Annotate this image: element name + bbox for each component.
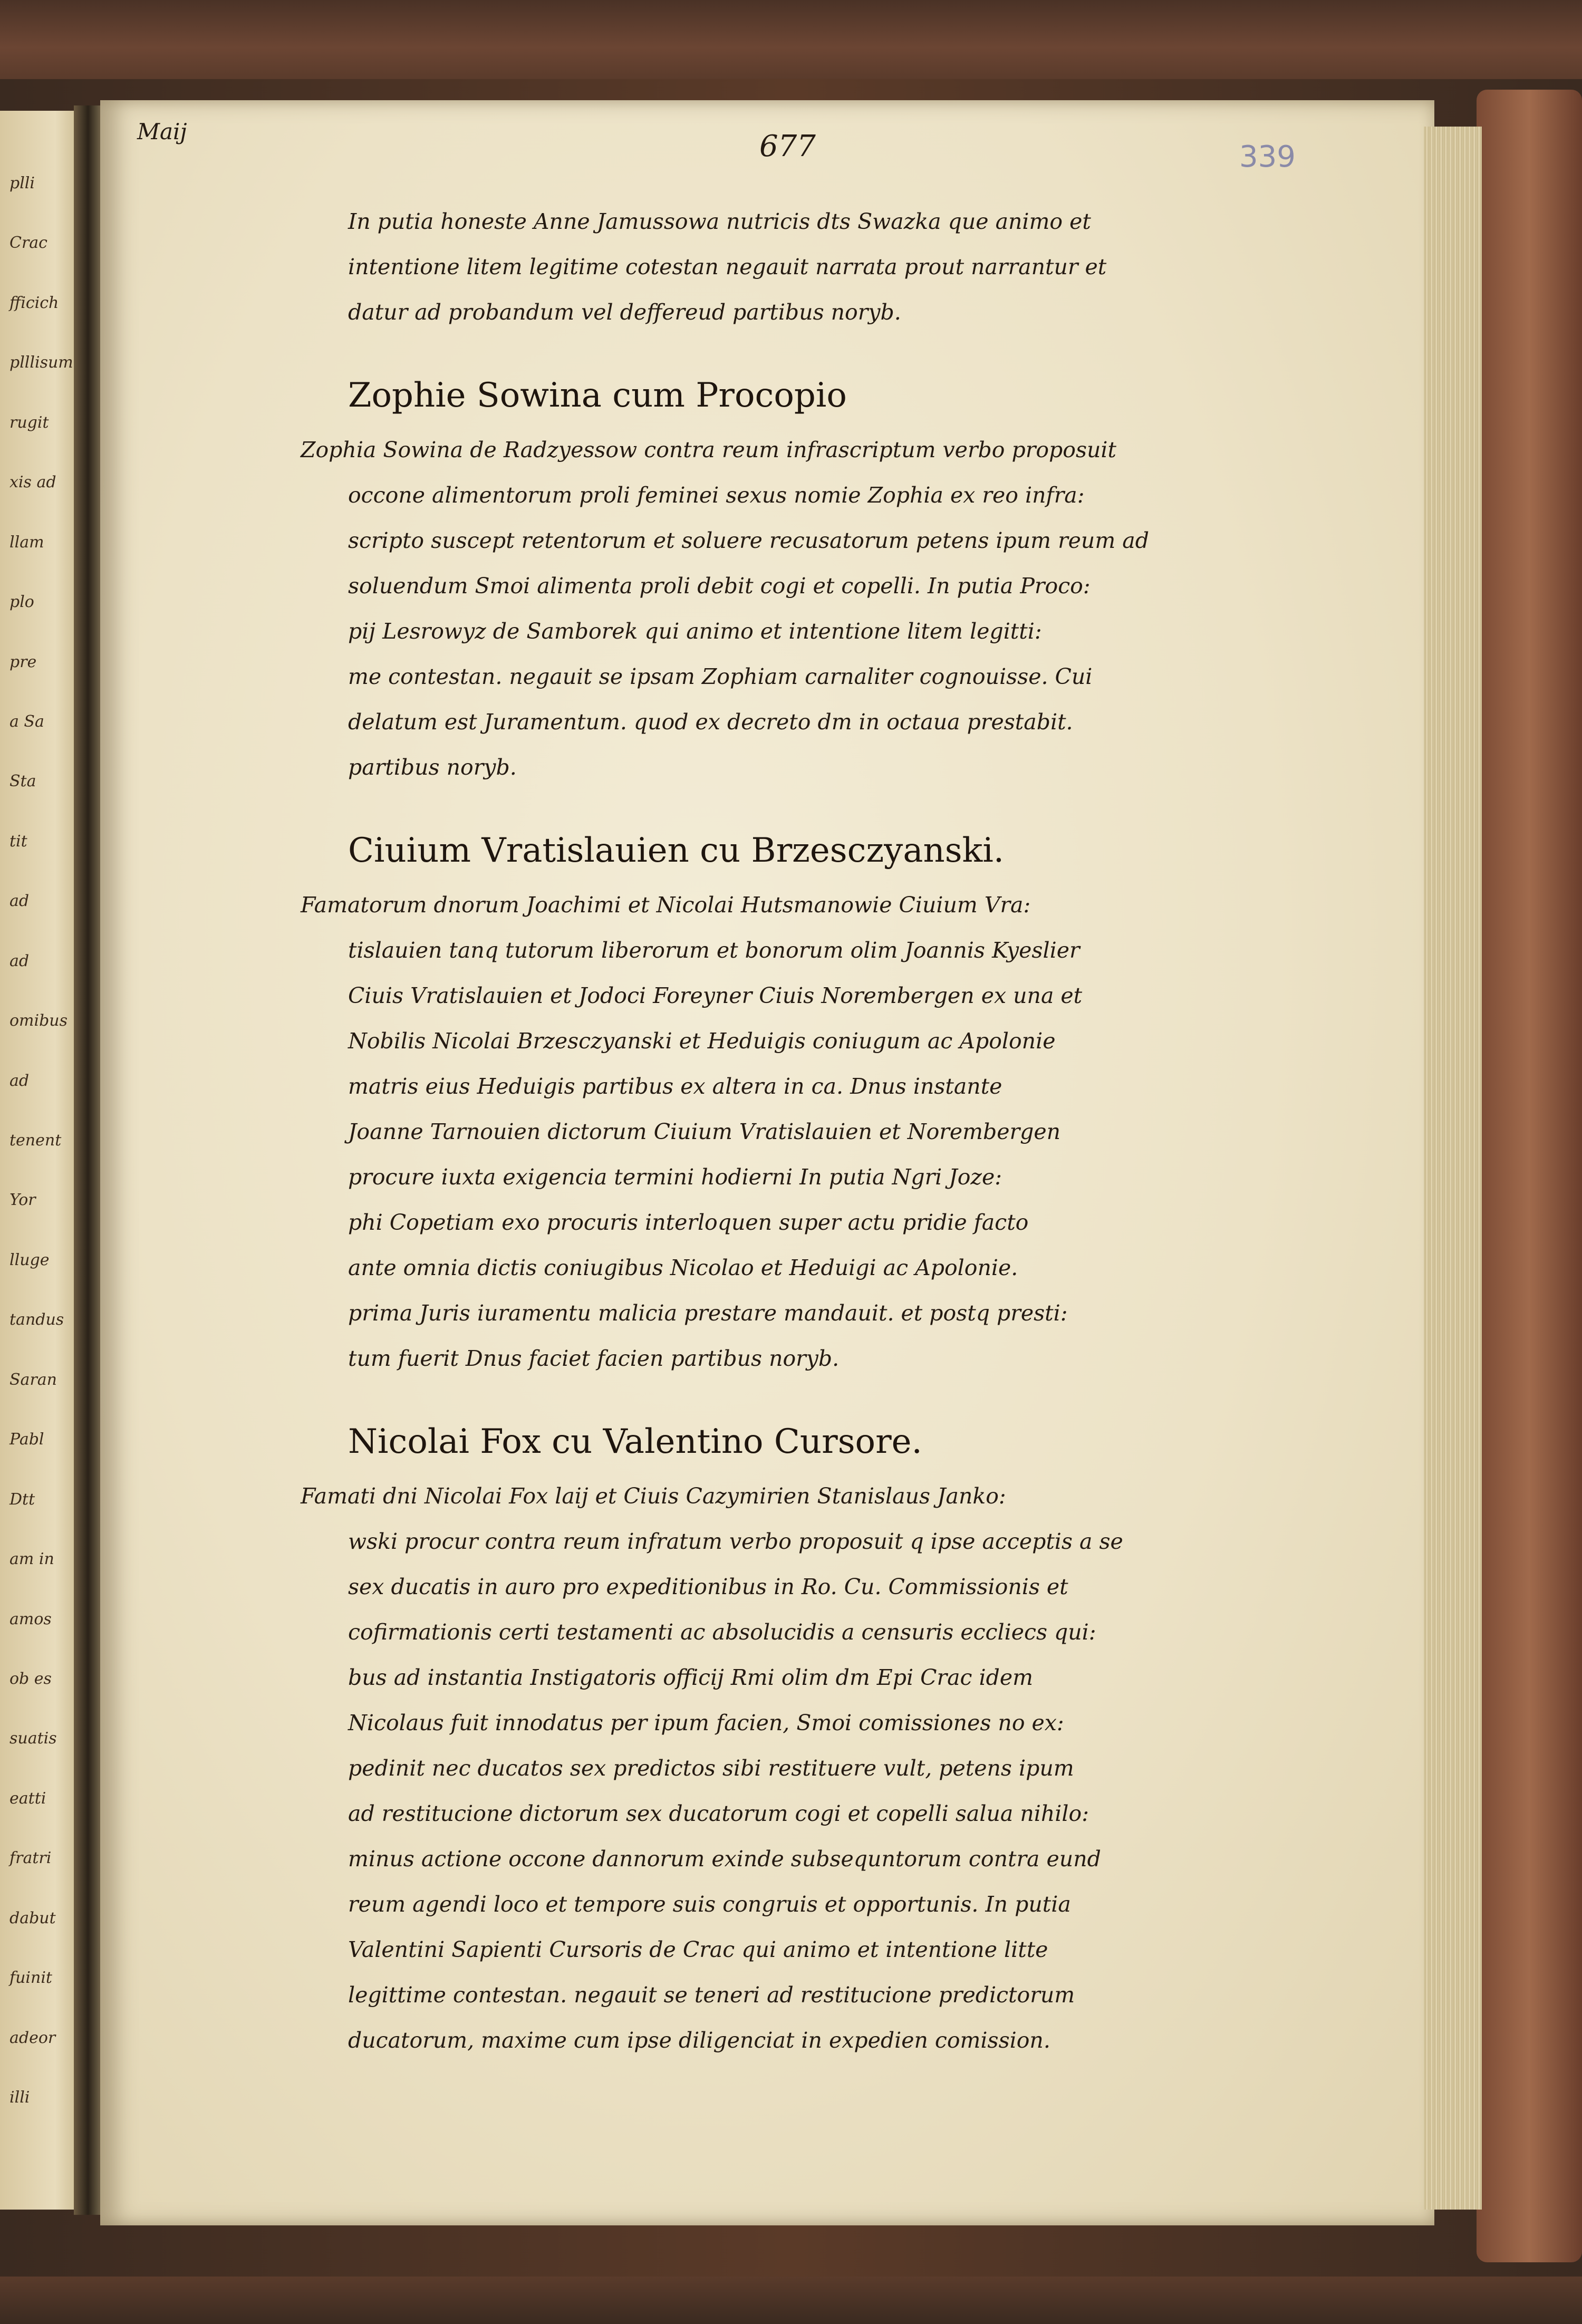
manuscript-line: scripto suscept retentorum et soluere recusatorum petens ipum reum ad (348, 528, 1149, 553)
left-page-fragment: tandus (9, 1310, 64, 1329)
text-block (100, 100, 1434, 2225)
manuscript-line: sex ducatis in auro pro expeditionibus in Ro. Cu. Commissionis et (348, 1574, 1068, 1599)
left-page-fragment: fficich (9, 293, 59, 312)
folio-number: 677 (759, 129, 816, 163)
left-page-fragment: fuinit (9, 1969, 52, 1988)
entry-heading: Ciuium Vratislauien cu Brzesczyanski. (348, 831, 1005, 870)
manuscript-line: wski procur contra reum infratum verbo proposuit q ipse acceptis a se (348, 1529, 1123, 1554)
entry-heading: Zophie Sowina cum Procopio (348, 376, 847, 415)
manuscript-line: reum agendi loco et tempore suis congruis et opportunis. In putia (348, 1892, 1071, 1917)
manuscript-line: cofirmationis certi testamenti ac absolucidis a censuris eccliecs qui: (348, 1619, 1096, 1645)
left-page-fragment: ad (9, 951, 30, 970)
left-page-fragment: pre (9, 652, 37, 671)
manuscript-line: Joanne Tarnouien dictorum Ciuium Vratislauien et Norembergen (348, 1119, 1061, 1144)
left-page-fragment: plli (9, 174, 35, 192)
manuscript-page (100, 100, 1434, 2225)
manuscript-line: bus ad instantia Instigatoris officij Rmi olim dm Epi Crac idem (348, 1665, 1034, 1690)
left-page-fragment: am in (9, 1550, 54, 1569)
manuscript-line: me contestan. negauit se ipsam Zophiam carnaliter cognouisse. Cui (348, 664, 1093, 689)
manuscript-line: Nicolaus fuit innodatus per ipum facien, Smoi comissiones no ex: (348, 1710, 1064, 1735)
left-page-fragment: ob es (9, 1669, 52, 1688)
manuscript-line: matris eius Heduigis partibus ex altera in ca. Dnus instante (348, 1074, 1002, 1099)
manuscript-line: procure iuxta exigencia termini hodierni In putia Ngri Joze: (348, 1164, 1002, 1190)
manuscript-line: tum fuerit Dnus faciet facien partibus noryb. (348, 1346, 840, 1371)
manuscript-line: Nobilis Nicolai Brzesczyanski et Heduigis coniugum ac Apolonie (348, 1028, 1056, 1054)
manuscript-line: Ciuis Vratislauien et Jodoci Foreyner Ciuis Norembergen ex una et (348, 983, 1083, 1008)
manuscript-line: ad restitucione dictorum sex ducatorum cogi et copelli salua nihilo: (348, 1801, 1089, 1826)
left-page-fragment: Saran (9, 1370, 57, 1389)
left-page-fragment: plo (9, 593, 34, 612)
left-page-fragment: Crac (9, 234, 47, 253)
left-page-fragment: tit (9, 832, 27, 851)
previous-page-edge (0, 111, 79, 2210)
manuscript-line: ducatorum, maxime cum ipse diligenciat in expedien comission. (348, 2028, 1050, 2053)
manuscript-line: soluendum Smoi alimenta proli debit cogi et copelli. In putia Proco: (348, 573, 1091, 599)
folio-month: Maij (137, 119, 187, 144)
entry-heading: Nicolai Fox cu Valentino Cursore. (348, 1422, 922, 1461)
left-page-fragment: suatis (9, 1729, 57, 1748)
left-page-fragment: eatti (9, 1789, 46, 1808)
left-page-fragment: Pabl (9, 1430, 44, 1449)
binding-top (0, 0, 1582, 79)
manuscript-line: occone alimentorum proli feminei sexus nomie Zophia ex reo infra: (348, 483, 1085, 508)
manuscript-line: partibus noryb. (348, 755, 517, 780)
left-page-fragment: xis ad (9, 473, 56, 492)
manuscript-line: prima Juris iuramentu malicia prestare mandauit. et postq presti: (348, 1300, 1068, 1326)
manuscript-line: Famatorum dnorum Joachimi et Nicolai Hutsmanowie Ciuium Vra: (301, 892, 1031, 918)
left-page-fragment: tenent (9, 1131, 62, 1150)
left-page-fragment: adeor (9, 2028, 56, 2047)
manuscript-line: Famati dni Nicolai Fox laij et Ciuis Cazymirien Stanislaus Janko: (301, 1483, 1006, 1509)
page-edges (1424, 127, 1482, 2210)
manuscript-line: In putia honeste Anne Jamussowa nutricis dts Swazka que animo et (348, 209, 1091, 234)
pencil-page-number: 339 (1239, 140, 1296, 174)
manuscript-line: Valentini Sapienti Cursoris de Crac qui animo et intentione litte (348, 1937, 1048, 1962)
binding-right (1477, 90, 1582, 2262)
left-page-fragment: illi (9, 2088, 30, 2107)
left-page-fragment: ad (9, 1071, 30, 1090)
left-page-fragment: Dtt (9, 1490, 35, 1509)
manuscript-line: intentione litem legitime cotestan negauit narrata prout narrantur et (348, 254, 1107, 279)
manuscript-line: tislauien tanq tutorum liberorum et bonorum olim Joannis Kyeslier (348, 938, 1080, 963)
left-page-fragment: Sta (9, 772, 36, 791)
manuscript-line: pij Lesrowyz de Samborek qui animo et intentione litem legitti: (348, 619, 1042, 644)
manuscript-line: minus actione occone dannorum exinde subsequntorum contra eund (348, 1846, 1101, 1872)
left-page-fragment: dabut (9, 1908, 56, 1927)
manuscript-line: pedinit nec ducatos sex predictos sibi restituere vult, petens ipum (348, 1756, 1074, 1781)
left-page-fragment: ad (9, 892, 30, 911)
binding-bottom (0, 2277, 1582, 2324)
left-page-fragment: plllisum (9, 353, 73, 372)
left-page-fragment: rugit (9, 413, 49, 432)
manuscript-line: delatum est Juramentum. quod ex decreto dm in octaua prestabit. (348, 709, 1073, 735)
manuscript-line: ante omnia dictis coniugibus Nicolao et Heduigi ac Apolonie. (348, 1255, 1018, 1280)
left-page-fragment: Yor (9, 1191, 36, 1210)
left-page-fragment: lluge (9, 1250, 50, 1269)
left-page-fragment: omibus (9, 1011, 68, 1030)
left-page-fragment: fratri (9, 1849, 52, 1868)
manuscript-line: datur ad probandum vel deffereud partibus noryb. (348, 300, 901, 325)
manuscript-line: Zophia Sowina de Radzyessow contra reum infrascriptum verbo proposuit (301, 437, 1116, 462)
manuscript-line: phi Copetiam exo procuris interloquen super actu pridie facto (348, 1210, 1029, 1235)
left-page-fragment: amos (9, 1609, 52, 1628)
left-page-fragment: llam (9, 533, 44, 552)
left-page-fragment: a Sa (9, 712, 44, 731)
manuscript-line: legittime contestan. negauit se teneri ad restitucione predictorum (348, 1982, 1075, 2008)
